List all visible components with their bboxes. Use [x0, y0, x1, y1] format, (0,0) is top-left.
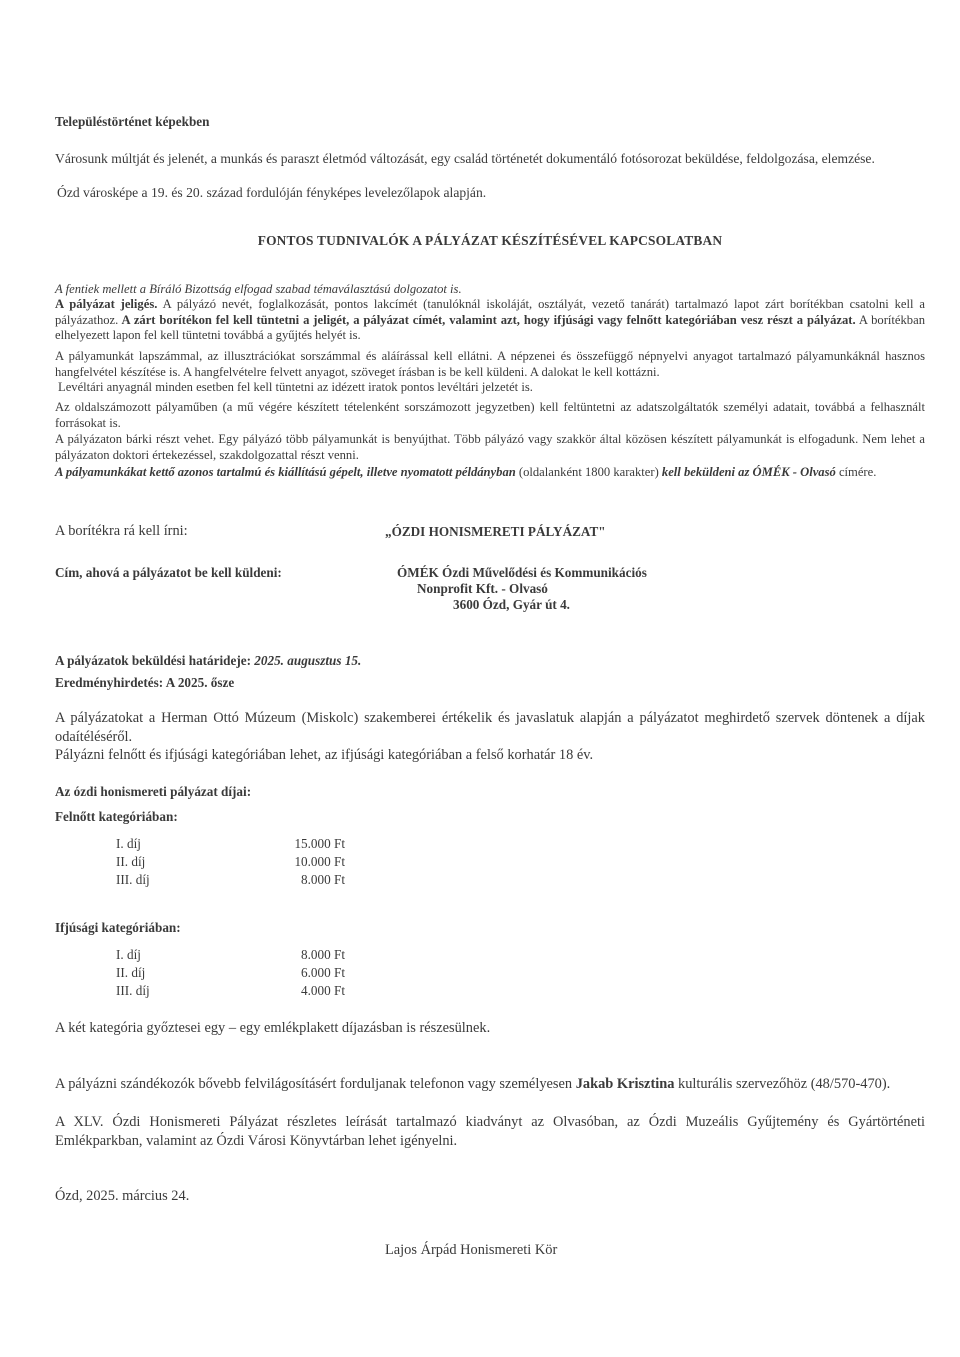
youth-prize-row — [0, 947, 960, 965]
plaque-paragraph: A két kategória győztesei egy – egy emlékplakett díjazásban is részesülnek. — [55, 1020, 491, 1036]
deadline-line — [55, 653, 925, 669]
participation-paragraph: A pályázaton bárki részt vehet. Egy pályázó több pályamunkát is benyújthat. Több pályázó vagy szakkör által közösen készített pályamunkát is elfogadunk. Nem lehet a pályázaton doktori értekezéssel, szakdolgozattal részt venni. — [55, 432, 925, 462]
envelope-label: A borítékra rá kell írni: — [55, 523, 188, 539]
submission-bold-1: A pályamunkákat kettő azonos tartalmú és kiállítású gépelt, illetve nyomatott példányban — [55, 465, 516, 479]
submission-bold-2: kell beküldeni az ÓMÉK - Olvasó — [661, 465, 836, 479]
address-label: Cím, ahová a pályázatot be kell küldeni: — [55, 565, 282, 580]
free-topic-paragraph: A fentiek mellett a Bíráló Bizottság elfogad szabad témaválasztású dolgozatot is. — [55, 282, 462, 296]
address-line-3: 3600 Ózd, Gyár út 4. — [453, 597, 570, 612]
prizes-title: Az ózdi honismereti pályázat díjai: — [55, 784, 252, 799]
results-line: Eredményhirdetés: A 2025. ősze — [55, 675, 235, 690]
envelope-value: „ÓZDI HONISMERETI PÁLYÁZAT" — [385, 524, 606, 539]
prize-label: III. díj — [116, 983, 150, 998]
contact-name: Jakab Krisztina — [575, 1076, 675, 1092]
youth-category-title: Ifjúsági kategóriában: — [55, 920, 181, 935]
deadline-label: A pályázatok beküldési határideje: — [55, 653, 255, 668]
section-title: Településtörténet képekben — [55, 114, 210, 129]
prize-amount: 8.000 Ft — [301, 947, 345, 962]
address-line-2: Nonprofit Kft. - Olvasó — [417, 581, 548, 596]
contact-text-2: kulturális szervezőhöz (48/570-470). — [674, 1076, 891, 1092]
booklet-paragraph: A XLV. Ózdi Honismereti Pályázat részletes leírását tartalmazó kiadványt az Olvasóban, az Ózdi Muzeális Gyűjtemény és Gyártörténeti Emlékparkban, valamint az Ózdi Városi Könyvtárban lehet igényelni. — [55, 1114, 925, 1149]
address-line-1: ÓMÉK Ózdi Művelődési és Kommunikációs — [397, 565, 647, 580]
jury-paragraph: A pályázatokat a Herman Ottó Múzeum (Miskolc) szakemberei értékelik és javaslatuk alapján a pályázatot meghirdető szervek döntenek a díjak odaítéléséről. — [55, 710, 925, 745]
contact-text-1: A pályázni szándékozók bővebb felvilágosításért forduljanak telefonon vagy személyesen — [55, 1076, 576, 1092]
anonymity-text-2: A borítékban elhelyezett lapon fel kell tüntetni továbbá a gyűjtés helyét is. — [55, 312, 925, 342]
informants-paragraph: Az oldalszámozott pályaműben (a mű végére készített tételenként sorszámozott jegyzetben) kell feltüntetni az adatszolgáltatók személyi adatait, továbbá a felhasznált forrásokat is. — [55, 400, 925, 430]
intro-paragraph-2: Ózd városképe a 19. és 20. század fordulóján fényképes levelezőlapok alapján. — [57, 185, 487, 200]
important-info-heading: FONTOS TUDNIVALÓK A PÁLYÁZAT KÉSZÍTÉSÉVEL KAPCSOLATBAN — [257, 233, 723, 248]
prize-label: II. díj — [116, 965, 146, 980]
prize-label: I. díj — [116, 836, 141, 851]
anonymity-bold-1: A pályázat jeligés. — [55, 297, 158, 311]
intro-paragraph-1: Városunk múltját és jelenét, a munkás és paraszt életmód változását, egy család történetét dokumentáló fotósorozat beküldése, feldolgozása, elemzése. — [55, 151, 875, 166]
youth-prize-row — [0, 983, 960, 1001]
prize-amount: 6.000 Ft — [301, 965, 345, 980]
adult-prize-row — [0, 872, 960, 890]
archive-paragraph: Levéltári anyagnál minden esetben fel kell tüntetni az idézett iratok pontos levéltári jelzetét is. — [58, 380, 533, 394]
contact-paragraph — [55, 1075, 925, 1094]
anonymity-paragraph — [55, 297, 925, 344]
adult-category-title: Felnőtt kategóriában: — [55, 809, 178, 824]
prize-label: III. díj — [116, 872, 150, 887]
anonymity-bold-2: A zárt borítékon fel kell tüntetni a jeligét, a pályázat címét, valamint azt, hogy ifjúsági vagy felnőtt kategóriában vesz részt a pályázat. — [118, 312, 856, 327]
deadline-value: 2025. augusztus 15. — [254, 653, 362, 668]
prize-label: I. díj — [116, 947, 141, 962]
youth-prize-row — [0, 965, 960, 983]
anonymity-text-1: A pályázó nevét, foglalkozását, pontos lakcímét (tanulóknál iskoláját, osztályát, vezető tanárát) tartalmazó lapot zárt borítékban csatolni kell a pályázathoz. — [55, 297, 925, 327]
pages-paragraph: A pályamunkát lapszámmal, az illusztrációkat sorszámmal és aláírással kell ellátni. A népzenei és összefüggő népnyelvi anyagot tartalmazó pályamunkáknál hasznos hangfelvétel készítése is. A hangfelvételre felvett anyagot, szöveget írásban is be kell küldeni. A dalokat le kell kottázni. — [55, 349, 925, 379]
submission-paragraph — [55, 465, 925, 481]
prize-amount: 8.000 Ft — [301, 872, 345, 887]
prize-amount: 4.000 Ft — [301, 983, 345, 998]
prize-label: II. díj — [116, 854, 146, 869]
signature: Lajos Árpád Honismereti Kör — [385, 1242, 558, 1258]
date-line: Ózd, 2025. március 24. — [55, 1188, 190, 1204]
submission-tail: címére. — [835, 465, 877, 479]
prize-amount: 10.000 Ft — [294, 854, 345, 869]
submission-text: (oldalanként 1800 karakter) — [515, 465, 662, 479]
adult-prize-row — [0, 854, 960, 872]
prize-amount: 15.000 Ft — [294, 836, 345, 851]
adult-prize-row — [0, 836, 960, 854]
categories-paragraph: Pályázni felnőtt és ifjúsági kategóriában lehet, az ifjúsági kategóriában a felső korhatár 18 év. — [55, 747, 594, 763]
